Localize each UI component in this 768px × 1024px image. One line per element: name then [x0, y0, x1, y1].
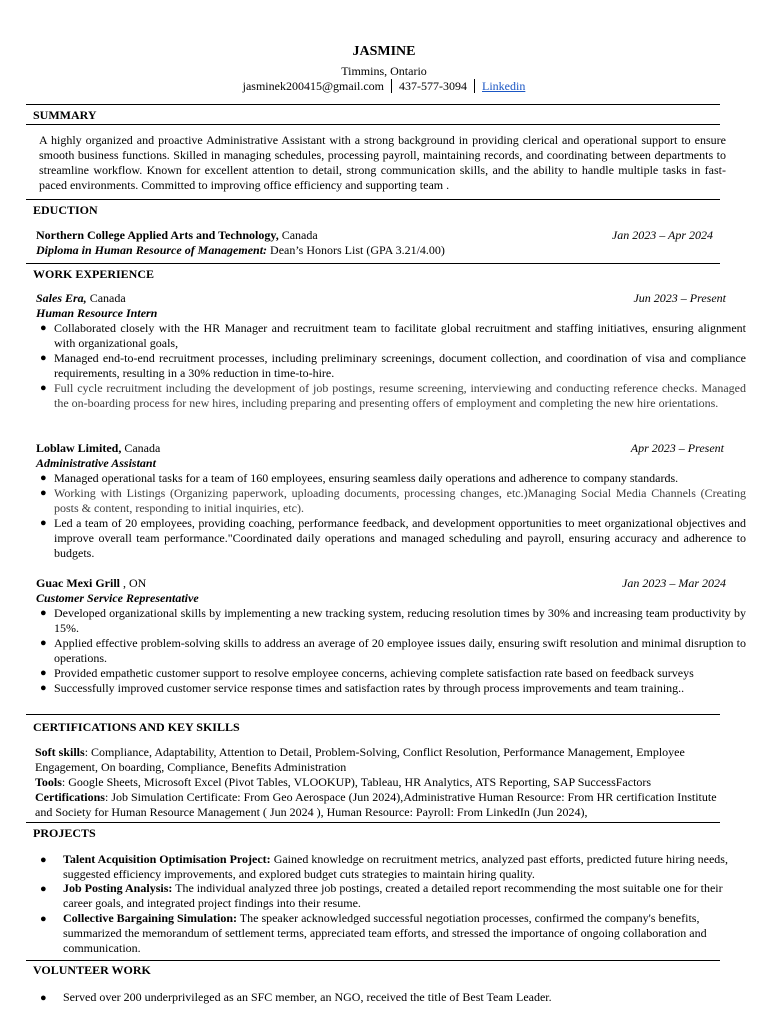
bullet-text: Collaborated closely with the HR Manager and recruitment team to facilitate global recruitment and staffing initiatives, ensuring alignment with organizational goals,	[54, 321, 746, 350]
divider	[474, 79, 475, 93]
bullet-text: Developed organizational skills by implementing a new tracking system, reducing resolution times by 30% and increasing team productivity by 15%.	[54, 606, 746, 635]
contact-line	[0, 79, 768, 94]
section-rule	[26, 199, 720, 200]
list-item	[40, 471, 746, 486]
job-dates: Apr 2023 – Present	[630, 441, 724, 455]
candidate-name: JASMINE	[352, 44, 416, 59]
project-name: Collective Bargaining Simulation:	[63, 911, 237, 925]
volunteer-heading: VOLUNTEER WORK	[33, 963, 151, 977]
school-country: Canada	[278, 228, 318, 242]
summary-heading: SUMMARY	[33, 108, 97, 122]
bullet-text: Led a team of 20 employees, providing coaching, performance feedback, and development opportunities to meet organizational objectives and improve overall team performance."Coordinated daily operations and managed scheduling and payroll, ensuring accuracy and adherence to budgets.	[54, 516, 746, 560]
list-item	[40, 321, 746, 351]
job-company: Sales Era,	[36, 291, 87, 305]
section-rule	[26, 714, 720, 715]
section-rule	[26, 104, 720, 105]
bullet-icon: ●	[40, 607, 47, 619]
bullet-icon: ●	[40, 913, 47, 925]
bullet-icon: ●	[40, 637, 47, 649]
list-item	[40, 681, 746, 696]
list-item	[40, 990, 746, 1005]
divider	[391, 79, 392, 93]
job-role: Administrative Assistant	[36, 456, 156, 470]
tools-label: Tools	[35, 775, 62, 789]
list-item	[40, 881, 746, 911]
soft-skills-label: Soft skills	[35, 745, 85, 759]
bullet-text: Managed end-to-end recruitment processes, including preliminary screenings, document collection, and coordination of visa and compliance requirements, resulting in a 30% reduction in time-to-hire.	[54, 351, 746, 380]
job-location: , ON	[119, 576, 147, 590]
job-company: Loblaw Limited,	[36, 441, 122, 455]
list-item	[40, 666, 746, 681]
bullet-icon: ●	[40, 682, 47, 694]
bullet-icon: ●	[40, 883, 47, 895]
certifications-text: : Job Simulation Certificate: From Geo Aerospace (Jun 2024),Administrative Human Resource: From HR certification Institute and Society for Human Resource Management ( Jun 2024 ), Human Resource: Payroll: From LinkedIn (Jun 2024),	[35, 790, 717, 819]
bullet-icon: ●	[40, 322, 47, 334]
list-item	[40, 636, 746, 666]
bullet-text: Managed operational tasks for a team of 160 employees, ensuring seamless daily operations and adherence to company standards.	[54, 471, 679, 485]
projects-heading: PROJECTS	[33, 826, 96, 840]
job-company-line	[36, 441, 160, 456]
bullet-icon: ●	[40, 352, 47, 364]
bullet-text: Applied effective problem-solving skills to address an average of 20 employee issues daily, ensuring swift resolution and minimal disruption to operations.	[54, 636, 746, 665]
email-text: jasminek200415@gmail.com	[242, 79, 385, 93]
certifications-heading: CERTIFICATIONS AND KEY SKILLS	[33, 720, 240, 734]
soft-skills-text: : Compliance, Adaptability, Attention to Detail, Problem-Solving, Conflict Resolution, Performance Management, Employee Engagement, On boarding, Compliance, Benefits Administration	[35, 745, 685, 774]
project-name: Job Posting Analysis:	[63, 881, 173, 895]
bullet-icon: ●	[40, 667, 47, 679]
candidate-location: Timmins, Ontario	[341, 64, 427, 78]
bullet-text: Working with Listings (Organizing paperwork, uploading documents, processing changes, etc.)Managing Social Media Channels (Creating posts & content, responding to initial inquiries, etc).	[54, 486, 746, 515]
list-item	[40, 606, 746, 636]
list-item	[40, 381, 746, 411]
job-location: Canada	[86, 291, 126, 305]
list-item	[40, 852, 746, 882]
education-school-line	[36, 228, 318, 243]
degree-name: Diploma in Human Resource of Management:	[36, 243, 268, 257]
education-heading: EDUCTION	[33, 203, 98, 217]
project-text: The speaker acknowledged successful negotiation processes, confirmed the company's benefits, summarized the memorandum of settlement terms, appreciated team efforts, and stressed the importance of ongoing collaboration and communication.	[63, 911, 707, 955]
bullet-text: Successfully improved customer service response times and satisfaction rates by through process improvements and team training..	[54, 681, 685, 695]
bullet-icon: ●	[40, 992, 47, 1004]
volunteer-text: Served over 200 underprivileged as an SFC member, an NGO, received the title of Best Team Leader.	[63, 990, 552, 1004]
section-rule	[26, 960, 720, 961]
certifications-label: Certifications	[35, 790, 105, 804]
degree-honors: Dean’s Honors List (GPA 3.21/4.00)	[267, 243, 445, 257]
bullet-text: Full cycle recruitment including the development of job postings, resume screening, interviewing and conducting reference checks. Managed the on-boarding process for new hires, including preparing and presenting offers of employment and completing the new hire orientations.	[54, 381, 746, 410]
education-dates: Jan 2023 – Apr 2024	[611, 228, 713, 242]
project-text: The individual analyzed three job postings, created a detailed report recommending the most suitable one for their career goals, and integrated project findings into their resume.	[63, 881, 723, 910]
education-degree-line	[36, 243, 445, 258]
phone-text: 437-577-3094	[399, 79, 468, 93]
job-company-line	[36, 576, 146, 591]
list-item	[40, 351, 746, 381]
bullet-icon: ●	[40, 382, 47, 394]
job-dates: Jan 2023 – Mar 2024	[622, 576, 726, 590]
work-heading: WORK EXPERIENCE	[33, 267, 155, 281]
project-text: Gained knowledge on recruitment metrics, analyzed past efforts, predicted future hiring needs, suggested efficiency improvements, and explored budget cuts strategies to maintain hiring quality.	[63, 852, 728, 881]
bullet-icon: ●	[40, 517, 47, 529]
job-role: Customer Service Representative	[36, 591, 199, 605]
bullet-icon: ●	[40, 472, 47, 484]
school-name: Northern College Applied Arts and Technology,	[36, 228, 279, 242]
bullet-icon: ●	[40, 854, 47, 866]
summary-text: A highly organized and proactive Administrative Assistant with a strong background in providing clerical and operational support to ensure smooth business functions. Skilled in managing schedules, processing payroll, maintaining records, and coordinating between departments to streamline workflow. Known for excellent attention to detail, strong communication skills, and the ability to handle multiple tasks in fast-paced environments. Committed to improving office efficiency and supporting team .	[39, 133, 726, 192]
list-item	[40, 516, 746, 561]
job-company-line	[36, 291, 126, 306]
list-item	[40, 911, 746, 956]
bullet-icon: ●	[40, 487, 47, 499]
job-company: Guac Mexi Grill	[36, 576, 120, 590]
list-item	[40, 486, 746, 516]
certifications-line	[35, 790, 725, 820]
job-dates: Jun 2023 – Present	[633, 291, 726, 305]
section-rule	[26, 124, 720, 125]
section-rule	[26, 263, 720, 264]
project-name: Talent Acquisition Optimisation Project:	[63, 852, 271, 866]
section-rule	[26, 822, 720, 823]
bullet-text: Provided empathetic customer support to resolve employee concerns, achieving complete satisfaction rate based on feedback surveys	[54, 666, 694, 680]
linkedin-link[interactable]: Linkedin	[482, 79, 526, 93]
tools-text: : Google Sheets, Microsoft Excel (Pivot Tables, VLOOKUP), Tableau, HR Analytics, ATS Reporting, SAP SuccessFactors	[61, 775, 652, 789]
job-role: Human Resource Intern	[36, 306, 158, 320]
soft-skills-line	[35, 745, 725, 775]
tools-line	[35, 775, 725, 790]
job-location: Canada	[121, 441, 161, 455]
